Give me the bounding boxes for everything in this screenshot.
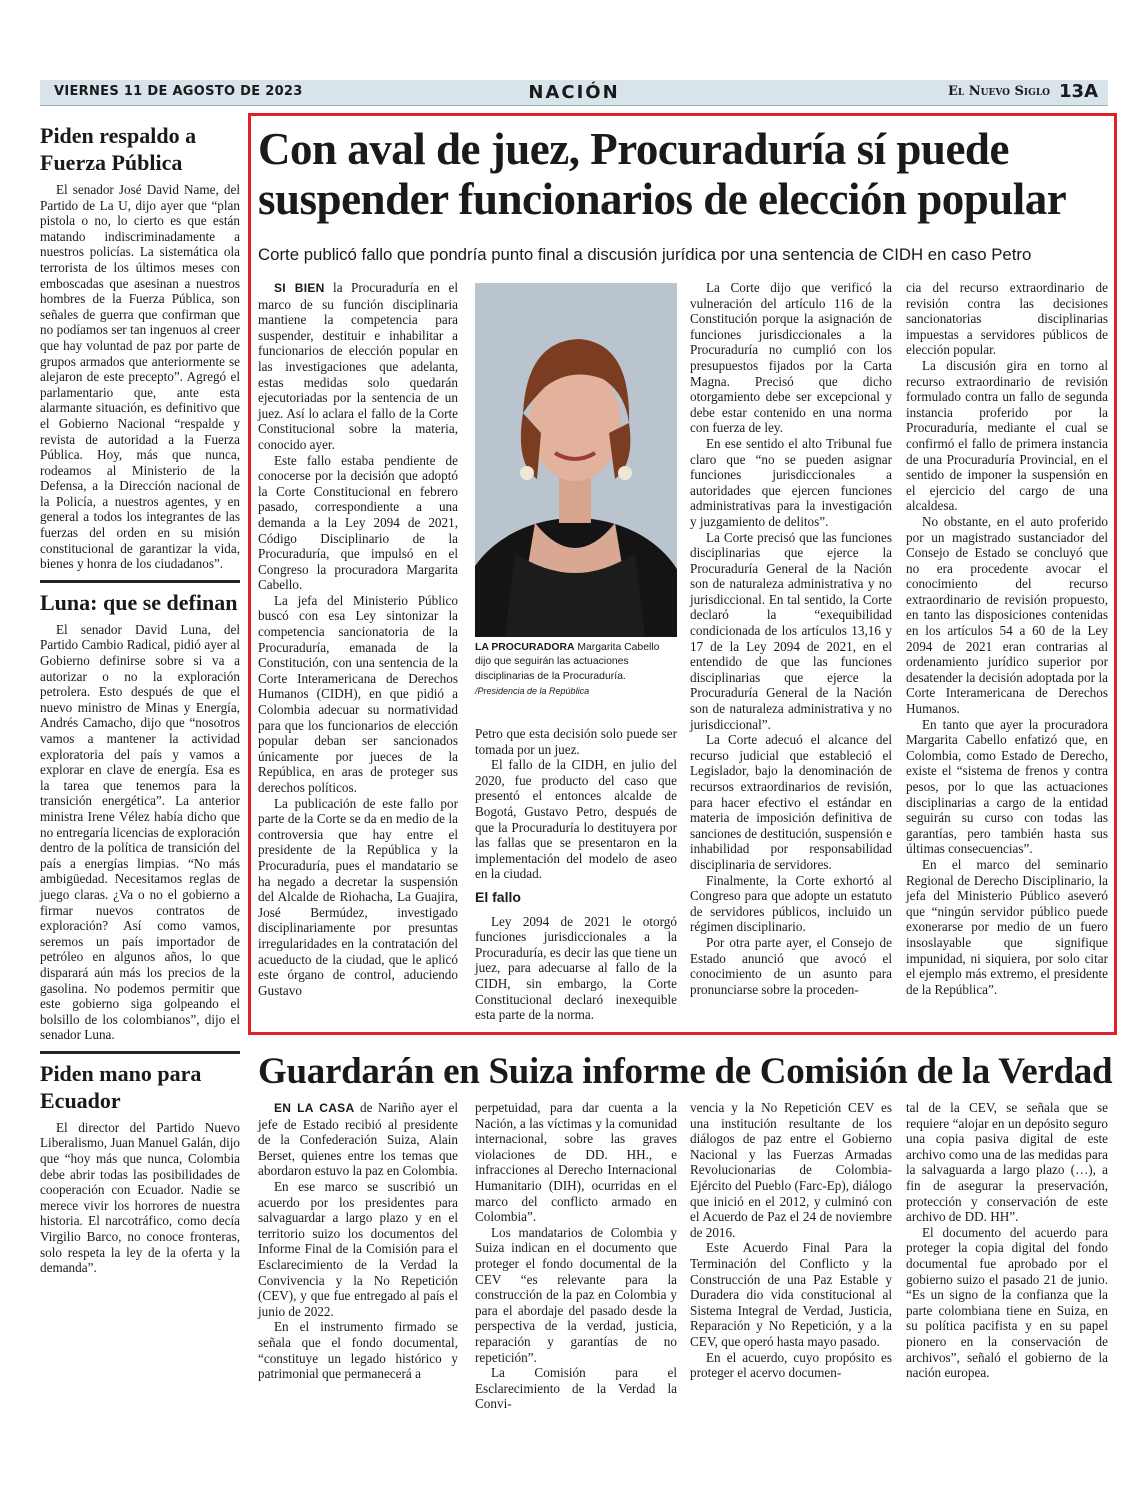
paragraph: En el marco del seminario Regional de Derecho Disciplinario, la jefa del Ministerio Público aseveró que “ningún servidor público puede exonerarse por medio de un fuero insoslayable que signifique impunidad, ni siquiera, por solo citar el ejemplo más extremo, el presidente de la República”. [906, 856, 1108, 997]
paragraph: Los mandatarios de Colombia y Suiza indican en el documento que proteger el fondo documental de la CEV “es relevante para la construcción de la paz en Colombia y para el abordaje del pasado desde la perspectiva de la verdad, justicia, reparación y garantías de no repetición”. [475, 1224, 677, 1365]
divider [40, 580, 240, 583]
article-column-2 [475, 726, 677, 1023]
paragraph: tal de la CEV, se señala que se requiere “alojar en un depósito seguro una copia pasiva digital de este archivo como una de las medidas para la salvaguarda a largo plazo (…), a fin de asegurar la preservación, protección y conservación de este archivo de DD. HH”. [906, 1100, 1108, 1225]
brief-title: Luna: que se definan [40, 589, 238, 615]
paragraph: En tanto que ayer la procuradora Margarita Cabello enfatizó que, en Colombia, como Estado de Derecho, existe el “sistema de frenos y contra pesos, por lo que las actuaciones disciplinarias a cargo de la entidad seguirán su curso con todas las garantías, pero también hasta sus últimas consecuencias”. [906, 716, 1108, 857]
paragraph: No obstante, en el auto proferido por un magistrado sustanciador del Consejo de Estado se concluyó que no era procedente avocar el conocimiento del recurso extraordinario de revisión propuesto, en tanto las disposiciones contenidas en los artículos 54 a 60 de la Ley 2094 de 2021 eran contrarias al ordenamiento jurídico superior por desatender la decisión adoptada por la Corte Interamericana de Derechos Humanos. [906, 513, 1108, 717]
brief-text: El senador José David Name, del Partido de La U, dijo ayer que “plan pistola o no, lo cierto es que están matando indiscriminadamente a nuestros policías. La sistemática ola terrorista de los últimos meses con emboscadas que asesinan a nuestros hombres de la Fuerza Pública, son señales de guerra que confirman que no podíamos ser tan ingenuos al creer que hay voluntad de paz por parte de grupos armados que anteriormente se alejaron de este precepto”. Agregó el parlamentario que, ante esta alarmante situación, es definitivo que el Gobierno Nacional “respalde y revista de autoridad a la Fuerza Pública. Hoy, más que nunca, rodeamos al Ministerio de la Defensa, a la Dirección nacional de la Policía, a nuestros agentes, y en general a todos los integrantes de las fuerzas del orden en su misión constitucional de garantizar la vida, bienes y honra de los ciudadanos”. [40, 182, 240, 572]
paragraph: La Corte adecuó el alcance del recurso judicial que estableció el Legislador, bajo la denominación de recursos extraordinarios de revisión, para hacer efectivo el estándar en materia de imposición definitiva de sanciones de destitución, suspensión e inhabilidad por responsabilidad disciplinaria de servidores. [690, 732, 892, 872]
paragraph: Por otra parte ayer, el Consejo de Estado anunció que avocó el conocimiento de un asunto para pronunciarse sobre la proceden- [690, 934, 892, 997]
article-subheadline: Corte publicó fallo que pondría punto final a discusión jurídica por una sentencia de CIDH en caso Petro [258, 245, 1032, 264]
paragraph: La jefa del Ministerio Público buscó con esa Ley sintonizar la competencia sancionatoria de la Procuraduría, emanada de la Constitución, con una sentencia de la Corte Interamericana de Derechos Humanos (CIDH), en que pidió a Colombia adecuar su normatividad para que los funcionarios de elección popular deban ser sancionados únicamente por jueces de la República, en aras de proteger sus derechos políticos. [258, 592, 458, 795]
paragraph: perpetuidad, para dar cuenta a la Nación, a las víctimas y la comunidad internacional, sobre las graves violaciones de DD. HH., e infracciones al Derecho Internacional Humanitario (DIH), ocurridas en el marco del conflicto armado en Colombia”. [475, 1100, 677, 1225]
article-headline: Con aval de juez, Procuraduría sí puede suspender funcionarios de elección popular [258, 124, 1067, 224]
paragraph: La Corte precisó que las funciones disciplinarias que ejerce la Procuraduría General de la Nación son de naturaleza administrativa y no jurisdiccional. En tal sentido, la Corte declaró la “exequibilidad condicionada de los artículos 13,16 y 17 de la Ley 2094 de 2021, en el entendido de que las funciones disciplinarias que ejerce la Procuraduría General de la Nación son de naturaleza administrativa y no jurisdiccional”. [690, 529, 892, 732]
section-subtitle: El fallo [475, 888, 521, 905]
paragraph: El documento del acuerdo para proteger la copia digital del fondo documental fue aprobado por el gobierno suizo el pasado 21 de junio. “Es un signo de la confianza que la parte colombiana tiene en Suiza, en su política pacifista y en su papel pionero en la conservación de archivos”, señaló el gobierno de la nación europea. [906, 1224, 1108, 1381]
brief-text: El senador David Luna, del Partido Cambio Radical, pidió ayer al Gobierno definirse sobre si va a autorizar o no la exploración petrolera. Esto después de que el nuevo ministro de Minas y Energía, Andrés Camacho, dijo que “nosotros vamos a mantener la actividad exploratoria del país y vamos a explorar en clave de energía. Esa es la tarea que tenemos para la transición energética”. La anterior ministra Irene Vélez había dicho que no entregaría licencias de exploración dentro de la política de transición del país a energías limpias. “No más ambigüedad. Necesitamos reglas de juego claras. ¿Va o no el gobierno a firmar nuevos contratos de exploración? Así como vamos, seremos un país importador de petróleo en algunos años, lo que disparará aún más los precios de la gasolina. No podemos permitir que este gobierno siga golpeando el bolsillo de los colombianos”, dijo el senador Luna. [40, 621, 240, 1043]
brief-title: Piden respaldo a Fuerza Pública [40, 123, 197, 175]
paragraph: En ese sentido el alto Tribunal fue claro que “no se pueden asignar funciones jurisdiccionales a autoridades que ejercen funciones administrativas para la investigación y juzgamiento de delitos”. [690, 435, 892, 529]
lead-words: SI BIEN [274, 281, 325, 295]
page-header [40, 80, 1108, 106]
article-column-1 [258, 280, 458, 998]
caption-text: Margarita Cabello dijo que seguirán las actuaciones disciplinarias de la Procuraduría. [475, 642, 660, 682]
paragraph: La Comisión para el Esclarecimiento de la Verdad la Convi- [475, 1365, 677, 1412]
paragraph: Este fallo estaba pendiente de conocerse por la decisión que adoptó la Corte Constitucional en febrero pasado, correspondiente a una demanda a la Ley 2094 de 2021, Código Disciplinario de la Procuraduría, que impulsó en el Congreso la procuradora Margarita Cabello. [258, 452, 458, 593]
paragraph: La publicación de este fallo por parte de la Corte se da en medio de la controversia que hay entre el presidente de la República y la Procuraduría, pues el mandatario se ha negado a decretar la suspensión del Alcalde de Riohacha, La Guajira, José Bermúdez, investigado disciplinariamente por presuntas irregularidades en la contratación del acueducto de la ciudad, que le aplicó este órgano de control, aduciendo Gustavo [258, 795, 458, 998]
brief-text: El director del Partido Nuevo Liberalismo, Juan Manuel Galán, dijo que “hoy más que nunca, Colombia debe abrir todas las posibilidades de cooperación con Ecuador. Nadie se merece vivir los horrores de nuestra historia. El narcotráfico, como decía Virgilio Barco, no conoce fronteras, solo respeta la ley de la oferta y la demanda”. [40, 1119, 240, 1276]
paragraph: Petro que esta decisión solo puede ser tomada por un juez. [475, 726, 677, 757]
divider [40, 1051, 240, 1054]
article2-column-4 [906, 1100, 1108, 1381]
article2-headline: Guardarán en Suiza informe de Comisión de la Verdad [258, 1051, 1113, 1092]
article2-column-3 [690, 1100, 892, 1381]
caption-lead: LA PROCURADORA [475, 642, 575, 653]
photo-credit: /Presidencia de la República [475, 686, 590, 696]
article-column-4 [906, 280, 1108, 997]
paragraph: El fallo de la CIDH, en julio del 2020, fue producto del caso que presentó el entonces alcalde de Bogotá, Gustavo Petro, después de que la Procuraduría lo destituyera por las fallas que se presentaron en la implementación del modelo de aseo en la ciudad. [475, 757, 677, 882]
paragraph: La Corte dijo que verificó la vulneración del artículo 116 de la Constitución porque la asignación de funciones jurisdiccionales a la Procuraduría no cumplió con los presupuestos fijados por la Carta Magna. Precisó que dicho otorgamiento debe ser excepcional y debe estar contenido en una norma con fuerza de ley. [690, 280, 892, 436]
photo-caption [475, 641, 677, 699]
section-title: NACIÓN [528, 82, 620, 103]
paragraph: En ese marco se suscribió un acuerdo por los presidentes para salvaguardar a largo plazo y en el territorio suizo los documentos del Informe Final de la Comisión para el Esclarecimiento de la Verdad la Convivencia y la No Repetición (CEV), y que fue entregado al país el junio de 2022. [258, 1178, 458, 1319]
paragraph: Ley 2094 de 2021 le otorgó funciones jurisdiccionales a la Procuraduría, es decir las que tiene un juez, para adecuarse al fallo de la CIDH, sin embargo, la Corte Constitucional declaró inexequible esta parte de la norma. [475, 913, 677, 1023]
brief-title: Piden mano para Ecuador [40, 1060, 202, 1113]
lead-words: EN LA CASA [274, 1101, 355, 1115]
paragraph: vencia y la No Repetición CEV es una institución resultante de los diálogos de paz entre el Gobierno Nacional y las Fuerzas Armadas Revolucionarias de Colombia-Ejército del Pueblo (Farc-Ep), diálogo que inició en el 2012, y culminó con el Acuerdo de Paz el 24 de noviembre de 2016. [690, 1100, 892, 1240]
issue-date: VIERNES 11 DE AGOSTO DE 2023 [54, 84, 303, 99]
paragraph: En el acuerdo, cuyo propósito es proteger el acervo documen- [690, 1349, 892, 1381]
procuradora-photo [475, 283, 677, 637]
page-number: 13A [1059, 81, 1098, 102]
newspaper-logo: El Nuevo Siglo [948, 84, 1050, 99]
paragraph: la Procuraduría en el marco de su función disciplinaria mantiene la competencia para suspender, destituir e inhabilitar a funcionarios de elección popular en las investigaciones que adelanta, estas medidas solo quedarán ejecutoriadas por la sentencia de un juez. Así lo aclara el fallo de la Corte Constitucional sobre la materia, conocido ayer. [258, 280, 458, 452]
sidebar-briefs [40, 118, 240, 1276]
article2-column-1 [258, 1100, 458, 1382]
paragraph: cia del recurso extraordinario de revisión contra las decisiones sancionatorias disciplinarias impuestas a servidores públicos de elección popular. [906, 280, 1108, 358]
paragraph: En el instrumento firmado se señala que el fondo documental, “constituye un legado histórico y patrimonial que permanecerá a [258, 1319, 458, 1382]
paragraph: Finalmente, la Corte exhortó al Congreso para que adopte un estatuto de servidores públicos, incluido un régimen disciplinario. [690, 872, 892, 935]
article-column-3 [690, 280, 892, 997]
paragraph: La discusión gira en torno al recurso extraordinario de revisión formulado contra un fallo de segunda instancia proferido por la Procuraduría, mediante el cual se confirmó el fallo de primera instancia de una Procuraduría Provincial, en el sentido de imponer la suspensión en el ejercicio del cargo de una alcaldesa. [906, 357, 1108, 514]
paragraph: Este Acuerdo Final Para la Terminación del Conflicto y la Construcción de una Paz Estable y Duradera dio vida constitucional al Sistema Integral de Verdad, Justicia, Reparación y No Repetición, y a la CEV, que operó hasta mayo pasado. [690, 1240, 892, 1349]
article2-column-2 [475, 1100, 677, 1412]
paragraph: de Nariño ayer el jefe de Estado recibió al presidente de la Confederación Suiza, Alain Berset, quienes entre los temas que abordaron estuvo la paz en Colombia. [258, 1100, 458, 1179]
